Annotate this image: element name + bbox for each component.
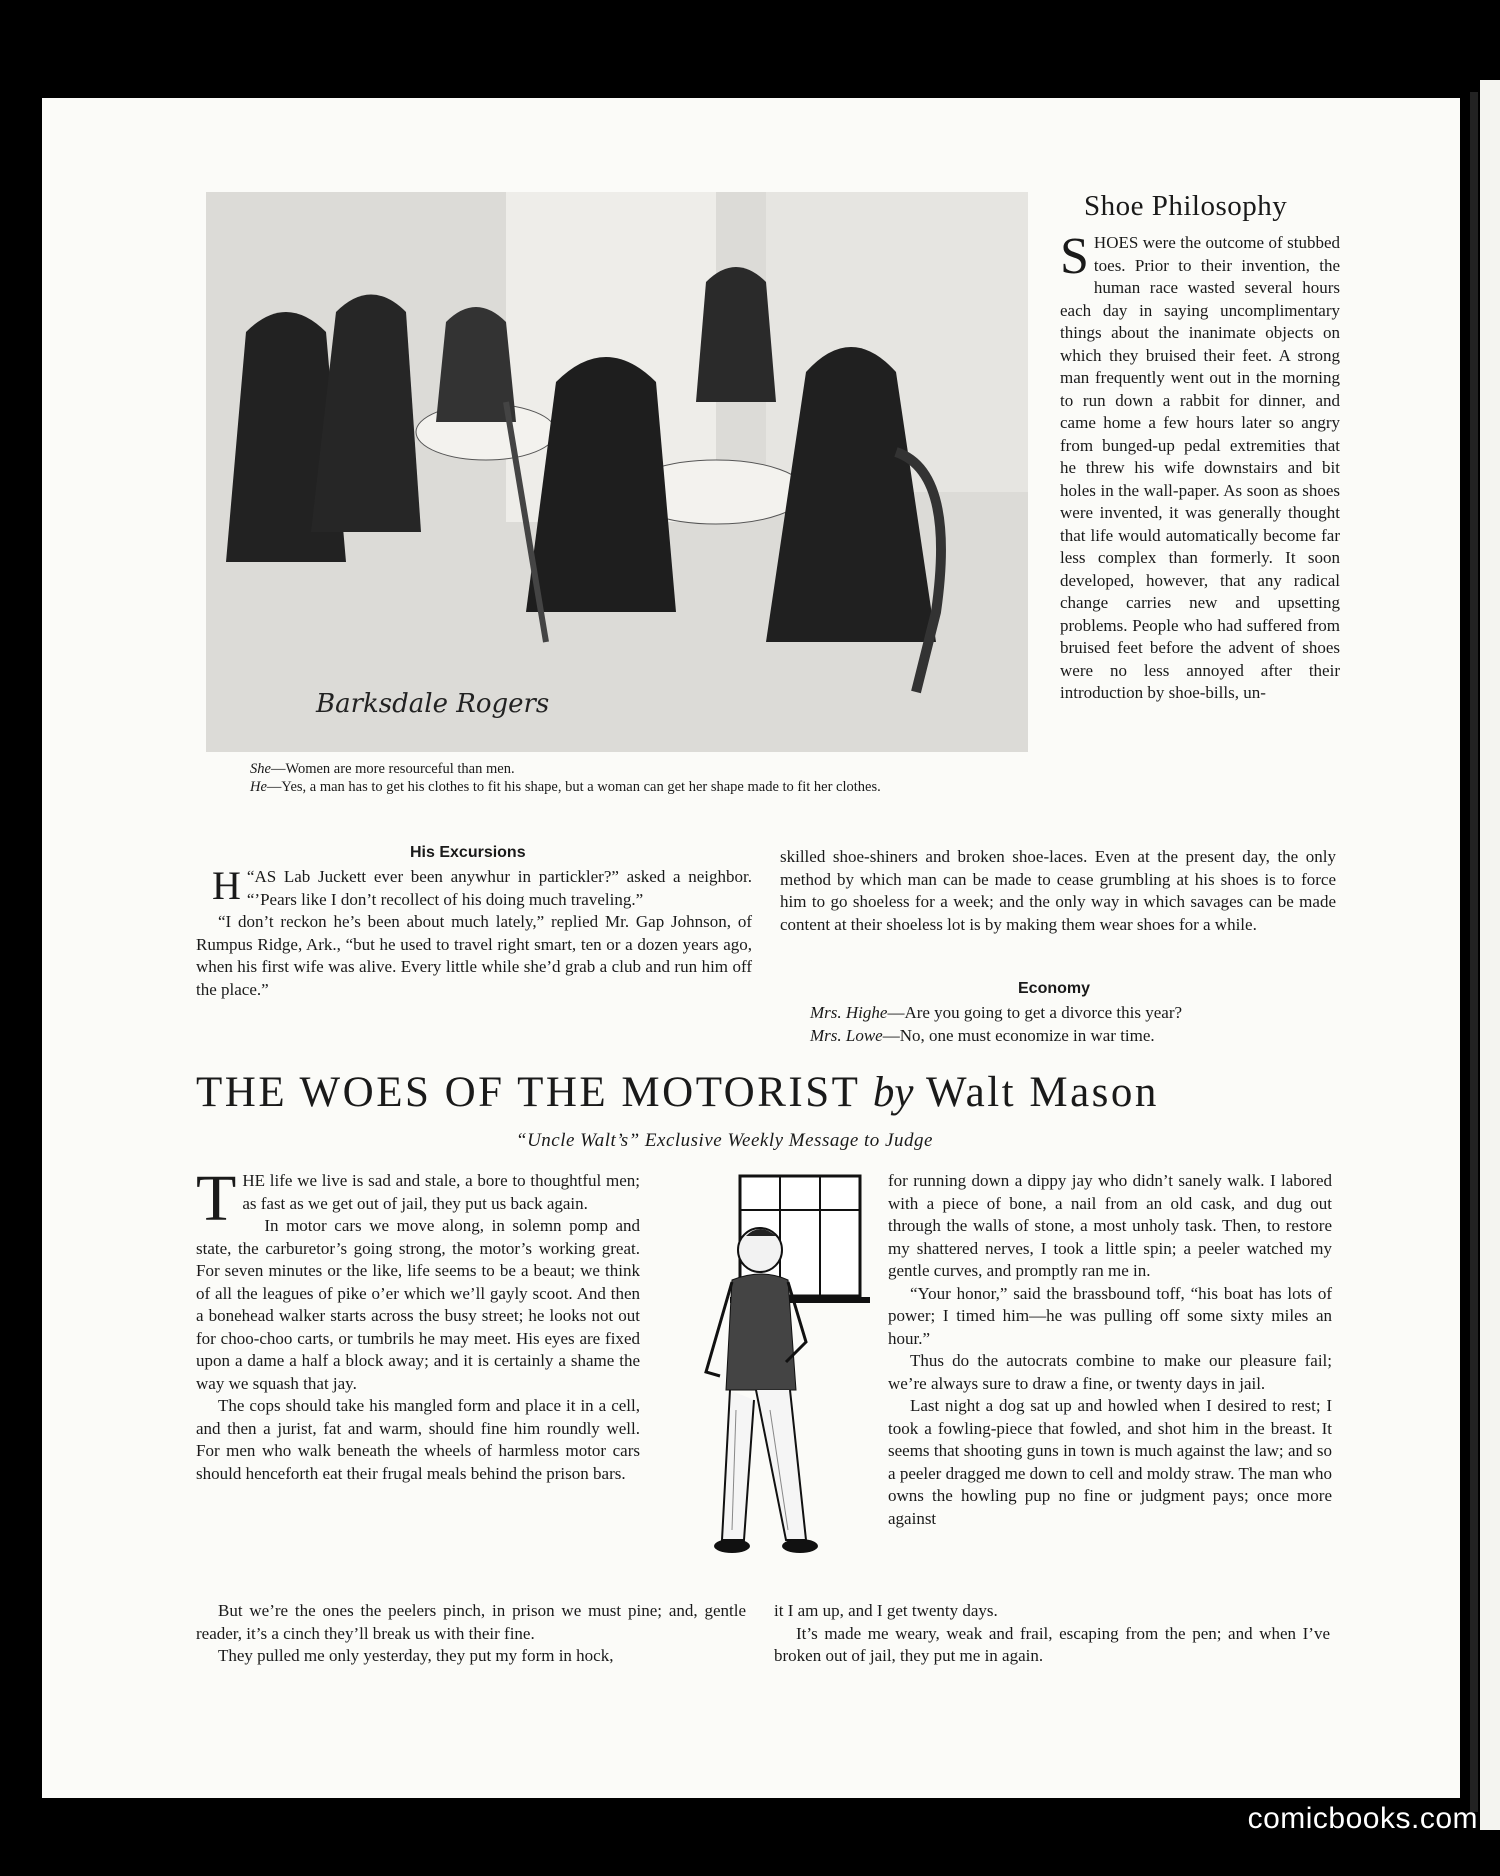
article-title <box>196 1068 1336 1117</box>
cafe-illustration <box>206 192 1028 752</box>
article-paragraph: Last night a dog sat up and howled when I desired to rest; I took a fowling-piece that fowled, and shot him in the breast. It seems that shooting guns in town is much against the law; and so a peeler dragged me down to cell and moldy straw. The man who owns the howling pup no fine or judgment pays; once more against <box>888 1396 1332 1528</box>
economy-text: —No, one must economize in war time. <box>882 1025 1155 1045</box>
article-bottom-left <box>196 1600 746 1668</box>
excursions-paragraph <box>196 863 752 911</box>
facing-page-edge <box>1480 80 1500 1830</box>
article-paragraph: “Your honor,” said the brassbound toff, “his boat has lots of power; I timed him—he was pulling off some sixty miles an hour.” <box>888 1283 1332 1348</box>
article-left-column <box>196 1162 640 1485</box>
article-paragraph: Thus do the autocrats combine to make our pleasure fail; we’re always sure to draw a fine, or twenty days in jail. <box>888 1351 1332 1393</box>
caption-line-he <box>250 778 1040 796</box>
motorist-figure-illustration <box>660 1170 890 1590</box>
economy-body <box>810 1002 1330 1047</box>
binding-gutter <box>1470 92 1478 1812</box>
title-by: by <box>872 1069 914 1116</box>
excursions-text: AS Lab Juckett ever been anywhur in partickler?” asked a neighbor. “’Pears like I don’t recollect of his doing much traveling.” <box>246 867 752 909</box>
shoe-philosophy-body <box>1060 228 1340 705</box>
site-watermark: comicbooks.com <box>1247 1802 1478 1835</box>
shoe-philosophy-text: HOES were the outcome of stubbed toes. Prior to their invention, the human race wasted several hours each day in saying uncomplimentary things about the inanimate objects on which they bruised their feet. A strong man frequently went out in the morning to run down a rabbit for dinner, and came home a few hours later so angry from bunged-up pedal extremities that he threw his wife downstairs and bit holes in the wall-paper. As soon as shoes were invented, it was generally thought that life would automatically become far less complex than formerly. It soon developed, however, that any radical change carries new and upsetting problems. People who had suffered from bruised feet before the advent of shoes were no less annoyed after their introduction by shoe-bills, un- <box>1060 233 1340 702</box>
economy-text: —Are you going to get a divorce this year? <box>887 1003 1183 1022</box>
caption-speaker: He <box>250 779 267 795</box>
artist-signature: Barksdale Rogers <box>316 689 550 719</box>
open-quote: “ <box>246 867 255 886</box>
article-paragraph: They pulled me only yesterday, they put my form in hock, <box>218 1646 614 1665</box>
caption-line-she <box>250 760 1040 778</box>
article-paragraph: In motor cars we move along, in solemn pomp and state, the carburetor’s going strong, the motor’s working great. For seven minutes or the like, life seems to be a beaut; we think of all the leagues of pike o’er which we’ll gayly scoot. And then a bonehead walker starts across the busy street; he looks not out for choo-choo carts, or tumbrils he may meet. His eyes are fixed upon a dame a half a block away; and it is certainly a shame the way we squash that jay. <box>196 1216 640 1393</box>
article-paragraph: The cops should take his mangled form and place it in a cell, and then a jurist, fat and warm, should fine him roundly well. For men who walk beneath the wheels of harmless motor cars should henceforth eat their frugal meals behind the prison bars. <box>196 1396 640 1483</box>
economy-line <box>810 1025 1330 1048</box>
illustration-caption <box>250 760 1040 796</box>
title-main: THE WOES OF THE MOTORIST <box>196 1069 860 1116</box>
drop-cap: T <box>196 1162 237 1235</box>
title-author: Walt Mason <box>925 1069 1159 1116</box>
economy-line <box>810 1002 1330 1025</box>
article-subtitle: “Uncle Walt’s” Exclusive Weekly Message to Judge <box>516 1130 933 1151</box>
shoe-philosophy-heading: Shoe Philosophy <box>1084 190 1288 222</box>
his-excursions-heading: His Excursions <box>410 844 526 861</box>
caption-speaker: She <box>250 761 271 777</box>
shoe-philosophy-text: skilled shoe-shiners and broken shoe-laces. Even at the present day, the only method by which man can be made to cease grumbling at his shoes is to force him to go shoeless for a week; and the only way in which savages can be made content at their shoeless lot is by making them wear shoes for a while. <box>780 847 1336 934</box>
article-paragraph <box>196 1162 640 1235</box>
economy-heading: Economy <box>1018 980 1091 997</box>
drop-cap: H <box>212 863 241 908</box>
article-paragraph: it I am up, and I get twenty days. <box>774 1601 998 1620</box>
excursions-paragraph: “I don’t reckon he’s been about much lately,” replied Mr. Gap Johnson, of Rumpus Ridge, Ark., “but he used to travel right smart, ten or a dozen years ago, when his first wife was alive. Every little while she’d grab a club and run him off the place.” <box>196 912 752 999</box>
shoe-philosophy-continued <box>780 846 1336 936</box>
speaker: Mrs. Lowe <box>810 1025 883 1045</box>
speaker: Mrs. Highe <box>810 1003 888 1022</box>
drop-cap: S <box>1060 228 1089 285</box>
caption-text: —Women are more resourceful than men. <box>270 761 515 777</box>
article-paragraph: It’s made me weary, weak and frail, escaping from the pen; and when I’ve broken out of jail, they put me in again. <box>774 1623 1330 1665</box>
caption-text: —Yes, a man has to get his clothes to fit his shape, but a woman can get her shape made to fit her clothes. <box>266 779 881 795</box>
article-bottom-right <box>774 1600 1330 1668</box>
article-text: HE life we live is sad and stale, a bore to thoughtful men; as fast as we get out of jail, they put us back again. <box>242 1171 640 1213</box>
article-paragraph: for running down a dippy jay who didn’t sanely walk. I labored with a piece of bone, a nail from an old cask, and dug out through the walls of stone, a most unholy task. Then, to restore my shattered nerves, I took a little spin; a peeler watched my gentle curves, and promptly ran me in. <box>888 1171 1332 1280</box>
his-excursions-body <box>196 863 752 1001</box>
article-paragraph: But we’re the ones the peelers pinch, in prison we must pine; and, gentle reader, it’s a cinch they’ll break us with their fine. <box>196 1601 746 1643</box>
article-right-column <box>888 1170 1332 1530</box>
